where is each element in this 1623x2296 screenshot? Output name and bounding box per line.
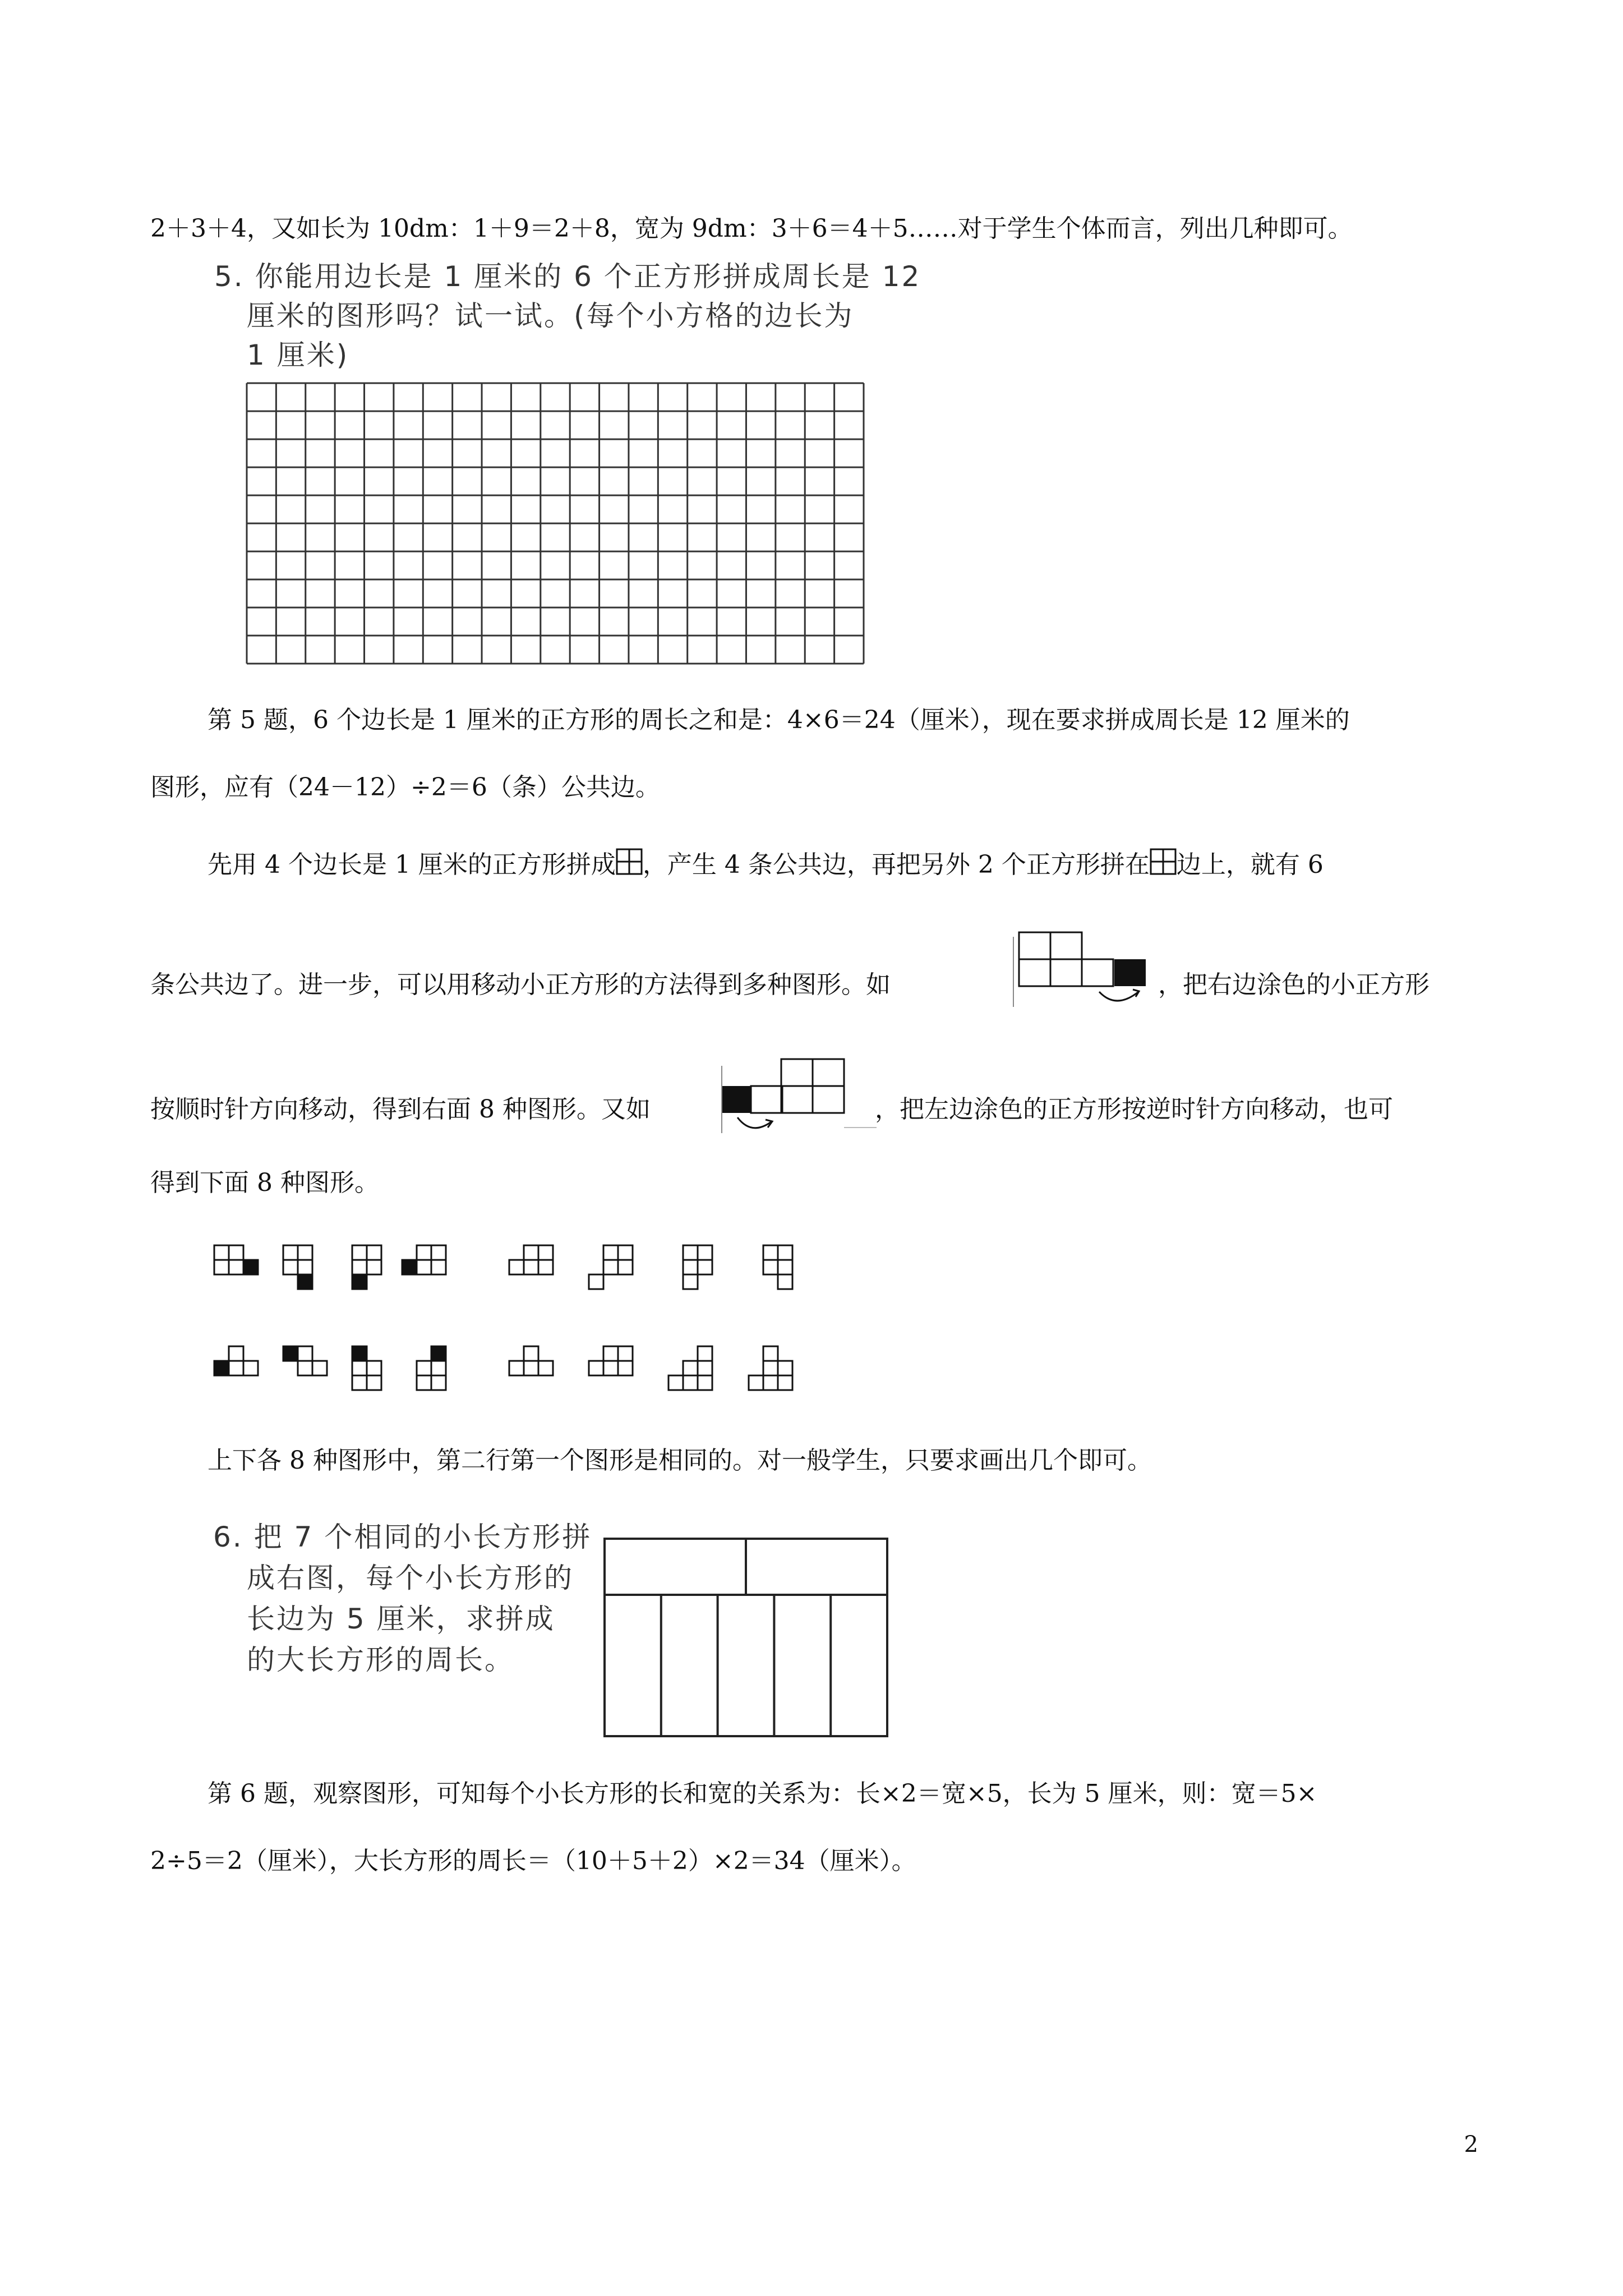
- page-number: 2: [1464, 2132, 1478, 2157]
- problem-6-line-4: 的大长方形的周长。: [247, 1644, 514, 1676]
- paragraph-5-line-2: 图形，应有（24－12）÷2＝6（条）公共边。: [150, 773, 660, 802]
- paragraph-7-line-b: ，把右边涂色的小正方形: [1158, 970, 1430, 999]
- shape-variant: [283, 1346, 327, 1375]
- paragraph-8-line-b: ，把左边涂色的正方形按逆时针方向移动，也可: [875, 1095, 1393, 1124]
- paragraph-6-line-1: 先用 4 个边长是 1 厘米的正方形拼成 ，产生 4 条公共边，再把另外 2 个正方形拼在 边上，就有 6: [208, 848, 1324, 880]
- shape-variant: [668, 1346, 712, 1390]
- shape-variant: [283, 1245, 312, 1289]
- shape-variant: [417, 1346, 446, 1390]
- shape-variants: [202, 1234, 875, 1425]
- shape-variant: [402, 1245, 446, 1274]
- problem-6-line-2: 成右图，每个小长方形的: [247, 1562, 574, 1594]
- paragraph-8-line-a: 按顺时针方向移动，得到右面 8 种图形。又如: [150, 1095, 651, 1124]
- rectangles-figure: [603, 1537, 889, 1739]
- paragraph-10: 上下各 8 种图形中，第二行第一个图形是相同的。对一般学生，只要求画出几个即可。: [208, 1446, 1152, 1475]
- square-2x2-icon: [1150, 848, 1177, 875]
- shape-variant: [352, 1346, 381, 1390]
- shape-variant: [214, 1245, 258, 1274]
- counterclockwise-shape-figure: [721, 1055, 878, 1150]
- shape-variant: [589, 1346, 633, 1375]
- problem-6-line-1: 6. 把 7 个相同的小长方形拼: [213, 1521, 592, 1553]
- shape-variant: [683, 1245, 712, 1289]
- paragraph-11-line-1: 第 6 题，观察图形，可知每个小长方形的长和宽的关系为：长×2＝宽×5，长为 5 厘米，则：宽＝5×: [208, 1779, 1317, 1808]
- paragraph-11-line-2: 2÷5＝2（厘米），大长方形的周长＝（10＋5＋2）×2＝34（厘米）。: [150, 1847, 916, 1875]
- problem-6-line-3: 长边为 5 厘米，求拼成: [247, 1603, 555, 1635]
- square-2x2-icon: [616, 848, 643, 875]
- paragraph-5-line-1: 第 5 题，6 个边长是 1 厘米的正方形的周长之和是：4×6＝24（厘米），现在要求拼成周长是 12 厘米的: [208, 706, 1350, 734]
- problem-5-line-1: 5. 你能用边长是 1 厘米的 6 个正方形拼成周长是 12: [214, 260, 921, 293]
- problem-5-line-3: 1 厘米): [247, 339, 349, 371]
- shape-variant: [214, 1346, 258, 1375]
- paragraph-9: 得到下面 8 种图形。: [150, 1168, 379, 1197]
- shape-variant: [749, 1346, 792, 1390]
- shape-variant: [509, 1346, 553, 1375]
- shape-variant: [509, 1245, 553, 1274]
- shape-variant: [763, 1245, 792, 1289]
- shape-variant: [589, 1245, 633, 1289]
- square-grid: [247, 383, 864, 664]
- clockwise-shape-figure: [1012, 926, 1158, 1032]
- paragraph-7-line-a: 条公共边了。进一步，可以用移动小正方形的方法得到多种图形。如: [150, 970, 891, 999]
- problem-5-line-2: 厘米的图形吗？试一试。(每个小方格的边长为: [247, 300, 854, 332]
- shape-variant: [352, 1245, 381, 1289]
- text-line-1: 2＋3＋4，又如长为 10dm：1＋9＝2＋8，宽为 9dm：3＋6＝4＋5……对于学生个体而言，列出几种即可。: [150, 214, 1353, 243]
